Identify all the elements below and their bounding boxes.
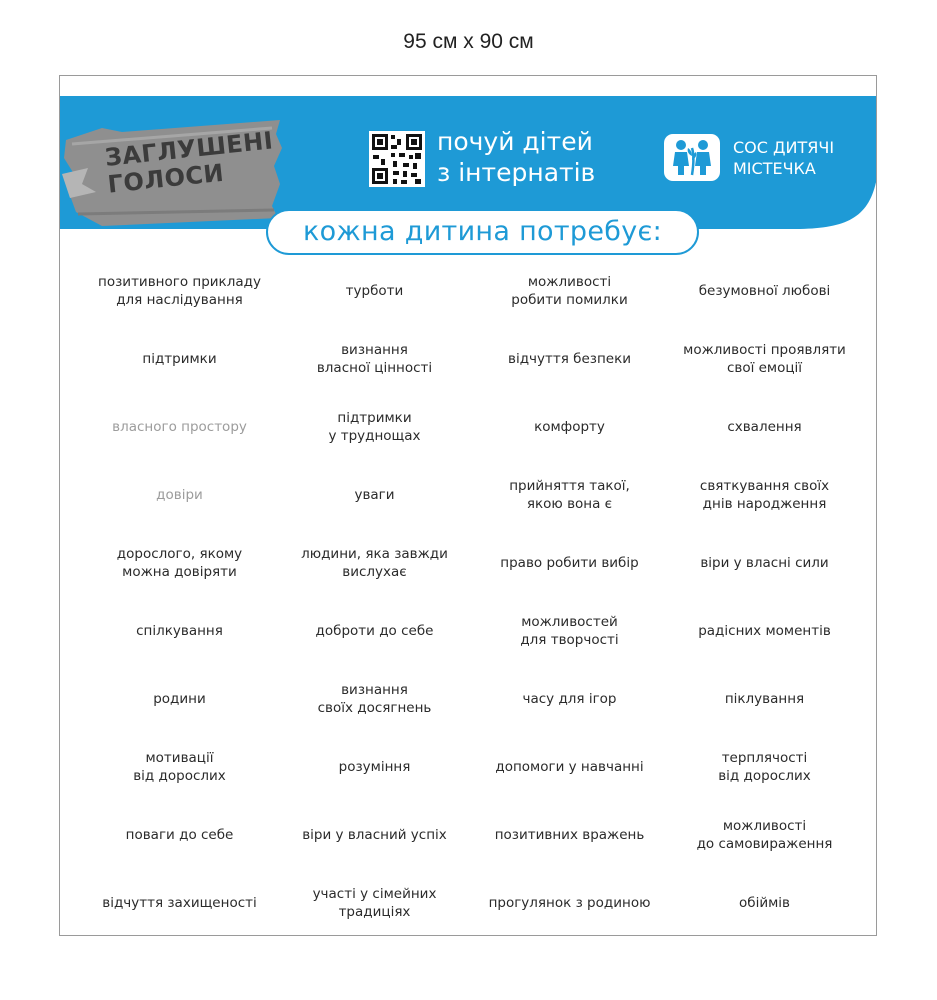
need-item: віри у власні сили	[700, 555, 829, 571]
need-item: визнання своїх досягнень	[317, 682, 432, 716]
poster-heading: кожна дитина потребує:	[266, 209, 699, 255]
need-item: комфорту	[534, 419, 605, 435]
organization-name: СОС ДИТЯЧІ МІСТЕЧКА	[733, 138, 835, 178]
need-item: право робити вибір	[500, 555, 639, 571]
need-item: мотивації від дорослих	[133, 750, 226, 784]
sos-childrens-villages-logo-icon	[664, 134, 720, 181]
need-item: схвалення	[727, 419, 802, 435]
need-item: можливостей для творчості	[520, 614, 619, 648]
need-item: визнання власної цінності	[316, 342, 433, 376]
need-item: людини, яка завжди вислухає	[301, 546, 448, 580]
campaign-title: ЗАГЛУШЕНІ ГОЛОСИ	[103, 126, 275, 199]
need-item: уваги	[354, 487, 395, 503]
qr-code-icon[interactable]	[369, 131, 425, 187]
need-item: віри у власний успіх	[302, 827, 447, 843]
need-item: обіймів	[738, 895, 790, 911]
need-item: терплячості від дорослих	[718, 750, 811, 784]
need-item: власного простору	[112, 419, 247, 435]
slogan-text: почуй дітей з інтернатів	[437, 127, 596, 187]
need-item: радісних моментів	[698, 623, 831, 639]
need-item: можливості робити помилки	[511, 274, 628, 308]
need-item: підтримки	[142, 351, 217, 367]
need-item: підтримки у труднощах	[328, 410, 421, 444]
need-item: довіри	[156, 487, 203, 503]
need-item: допомоги у навчанні	[495, 759, 644, 775]
need-item: турботи	[345, 283, 404, 299]
need-item: участі у сімейних традиціях	[312, 886, 437, 920]
need-item: можливості проявляти свої емоції	[683, 342, 846, 376]
need-item: піклування	[724, 691, 805, 707]
need-item: спілкування	[136, 623, 223, 639]
need-item: розуміння	[338, 759, 411, 775]
need-item: часу для ігор	[522, 691, 617, 707]
need-item: безумовної любові	[698, 283, 831, 299]
need-item: прийняття такої, якою вона є	[509, 478, 630, 512]
need-item: відчуття захищеності	[102, 895, 257, 911]
needs-grid	[82, 257, 872, 936]
need-item: можливості до самовираження	[696, 818, 833, 852]
poster-dimensions: 95 см х 90 см	[403, 30, 534, 53]
poster	[59, 75, 877, 936]
need-item: поваги до себе	[125, 827, 234, 843]
need-item: позитивних вражень	[494, 827, 645, 843]
blue-banner	[60, 76, 877, 256]
need-item: родини	[153, 691, 206, 707]
need-item: прогулянок з родиною	[488, 895, 651, 911]
need-item: відчуття безпеки	[507, 351, 632, 367]
need-item: святкування своїх днів народження	[699, 478, 830, 512]
need-item: дорослого, якому можна довіряти	[116, 546, 243, 580]
need-item: доброти до себе	[315, 623, 434, 639]
need-item: позитивного прикладу для наслідування	[98, 274, 261, 308]
